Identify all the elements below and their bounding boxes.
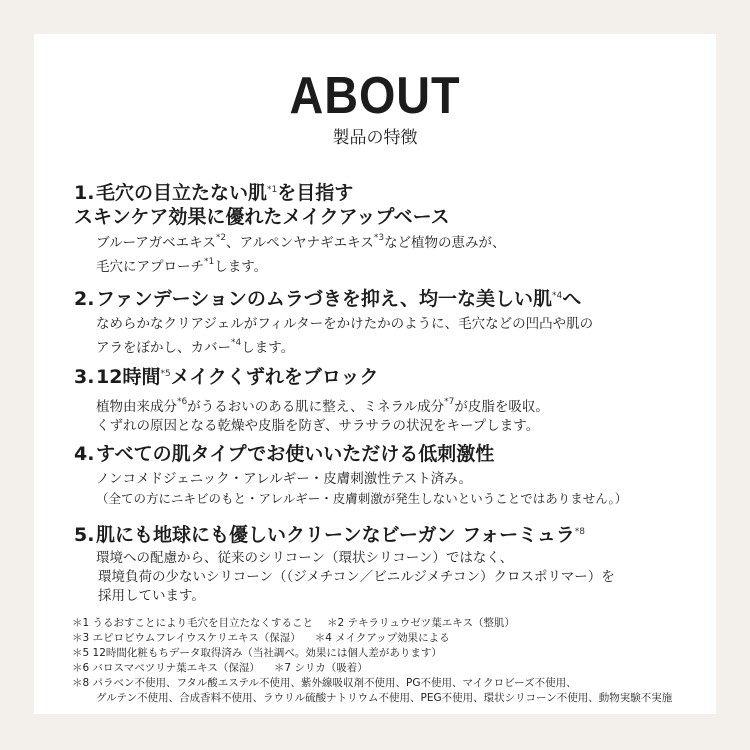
footnote-marker: *4 [231, 338, 242, 348]
footnote-marker: *8 [574, 527, 586, 537]
body-text: が皮脂を吸収。 [454, 399, 549, 415]
body-text: します。 [214, 259, 268, 275]
feature-body-1-line2 [74, 253, 696, 277]
feature-heading-2 [74, 284, 696, 311]
about-card [34, 34, 716, 714]
footnote-text: ＊3 エピロビウムフレイウスケリエキス（保湿） [72, 632, 301, 644]
footnote-text: ＊4 メイクアップ効果による [314, 632, 450, 644]
footnote-text: ＊2 テキラリュウゼツ葉エキス（整肌） [327, 617, 516, 629]
feature-body-3-line1 [74, 393, 696, 417]
footnote-line [72, 661, 706, 676]
heading-text: 肌にも地球にも優しいクリーンなビーガン フォーミュラ [96, 524, 575, 546]
body-text: します。 [241, 340, 295, 356]
footnote-marker: *5 [160, 369, 171, 379]
body-text: アラをぼかし、カバー [96, 340, 231, 356]
footnote-marker: *1 [267, 185, 278, 195]
footnote-text: ＊7 シリカ（吸着） [273, 662, 368, 674]
footnote-line [72, 616, 706, 631]
footnote-marker: *3 [373, 233, 385, 243]
footnote-text: ＊6 バロスマベツリナ葉エキス（保湿） [72, 662, 260, 674]
page-subtitle: 製品の特徴 [332, 128, 418, 148]
feature-body-3-line2: くずれの原因となる乾燥や皮脂を防ぎ、サラサラの状況をキープします。 [96, 418, 540, 434]
heading-text: 12時間 [96, 366, 161, 388]
feature-heading-5 [74, 520, 696, 547]
feature-body-5-line2: 環境負荷の少ないシリコーン（（ジメチコン／ビニルジメチコン）クロスポリマー）を [98, 569, 615, 585]
feature-section-3 [74, 362, 696, 436]
feature-number: 4. [74, 443, 95, 465]
footnote-marker: *4 [552, 291, 563, 301]
footnote-line [72, 631, 706, 646]
body-text: 植物由来成分 [96, 399, 177, 415]
footnote-marker: *7 [444, 397, 455, 407]
body-text: 毛穴にアプローチ [96, 259, 204, 275]
footnote-text: ＊1 うるおすことにより毛穴を目立たなくすること [72, 617, 314, 629]
feature-number: 3. [74, 366, 95, 388]
footnote-line: ＊5 12時間化粧もちデータ取得済み（当社調べ。効果には個人差があります） [72, 647, 442, 659]
footnote-marker: *1 [204, 257, 215, 267]
feature-heading-4 [74, 442, 696, 466]
heading-text: すべての肌タイプでお使いいただける低刺激性 [96, 443, 495, 465]
footnote-marker: *6 [177, 397, 188, 407]
body-text: 、アルペンヤナギエキス [226, 235, 374, 251]
feature-body-5-line3: 採用しています。 [98, 588, 205, 604]
feature-section-2 [74, 284, 696, 358]
feature-heading-3 [74, 362, 696, 389]
body-text: がうるおいのある肌に整え、ミネラル成分 [187, 399, 445, 415]
feature-body-5-line1: 環境への配慮から、従来のシリコーン（環状シリコーン）ではなく、 [96, 550, 514, 566]
feature-body-2-line1: なめらかなクリアジェルがフィルターをかけたかのように、毛穴などの凹凸や肌の [96, 316, 594, 332]
feature-number: 5. [74, 524, 95, 546]
heading-text: ファンデーションのムラづきを抑え、均一な美しい肌 [96, 288, 553, 310]
body-text: ブルーアガベエキス [96, 235, 216, 251]
feature-section-5 [74, 520, 696, 606]
page-title: ABOUT [289, 67, 461, 125]
feature-section-4 [74, 442, 696, 508]
footnotes [72, 616, 706, 706]
heading-text: メイクくずれをブロック [170, 366, 379, 388]
feature-number: 1. [74, 182, 95, 204]
feature-number: 2. [74, 288, 95, 310]
heading-text: へ [562, 288, 582, 310]
footnote-line: ＊8 パラベン不使用、フタル酸エステル不使用、紫外線吸収剤不使用、PG不使用、マイクロビーズ不使用、 [72, 677, 577, 689]
feature-body-1-line1 [74, 229, 696, 253]
feature-heading-1 [74, 178, 696, 205]
feature-heading-1-line2: スキンケア効果に優れたメイクアップベース [74, 206, 450, 228]
footnote-marker: *2 [215, 233, 227, 243]
feature-body-4-line1: ノンコメドジェニック・アレルギー・皮膚刺激性テスト済み。 [96, 471, 473, 487]
heading-text: を目指す [277, 182, 354, 204]
feature-body-2-line2 [74, 334, 696, 358]
heading-text: 毛穴の目立たない肌 [96, 182, 268, 204]
feature-body-4-line2: （全ての方にニキビのもと・アレルギー・皮膚刺激が発生しないということではありません。） [96, 491, 628, 506]
footnote-line: グルテン不使用、合成香料不使用、ラウリル硫酸ナトリウム不使用、PEG不使用、環状シリコーン不使用、動物実験不実施 [96, 692, 673, 704]
body-text: など植物の恵みが、 [384, 235, 506, 251]
feature-section-1 [74, 178, 696, 277]
